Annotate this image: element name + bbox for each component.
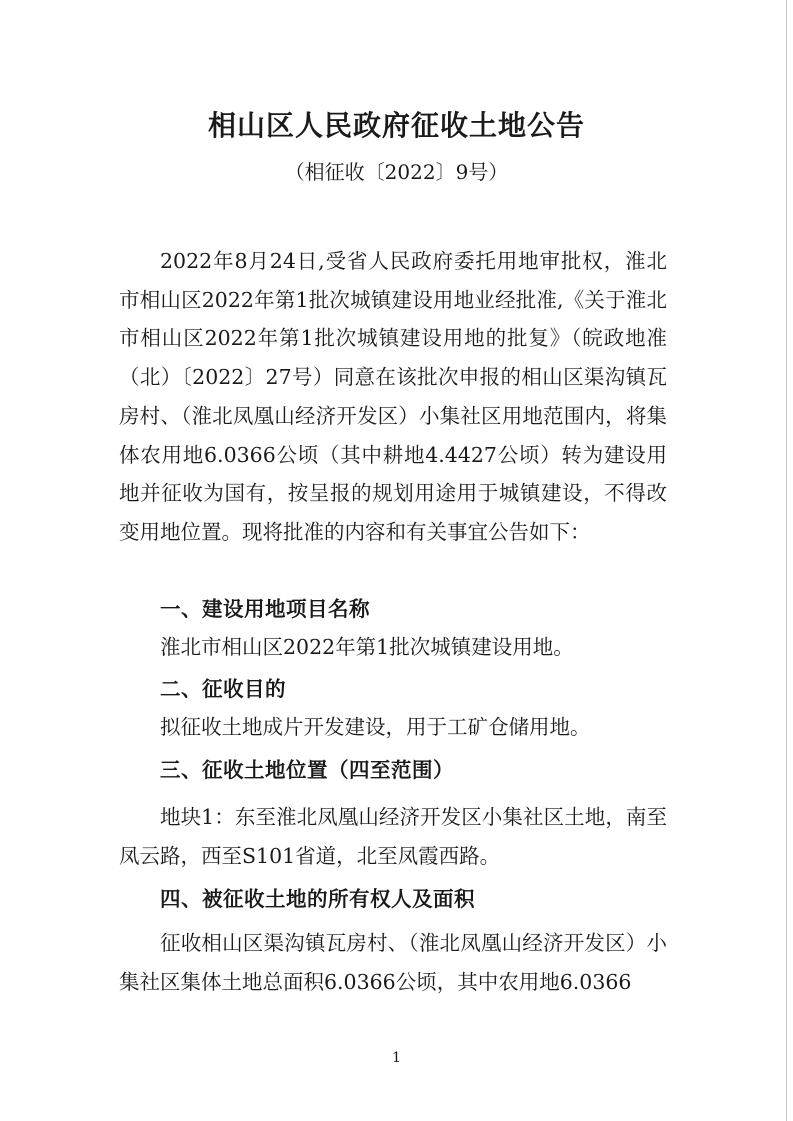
section-text-purpose: 拟征收土地成片开发建设，用于工矿仓储用地。 <box>160 715 591 739</box>
section-text-owner-area: 征收相山区渠沟镇瓦房村、（淮北凤凰山经济开发区）小集社区集体土地总面积6.0366公顷，其中农用地6.0366 <box>119 931 667 994</box>
section-heading-owner-area: 四、被征收土地的所有权人及面积 <box>160 887 475 911</box>
section-heading-location: 三、征收土地位置（四至范围） <box>160 758 454 782</box>
section-text-location: 地块1：东至淮北凤凰山经济开发区小集社区土地，南至凤云路，西至S101省道，北至凤霞西路。 <box>119 805 667 868</box>
scan-edge-line <box>786 0 787 1121</box>
section-text-project-name: 淮北市相山区2022年第1批次城镇建设用地。 <box>160 635 574 659</box>
intro-paragraph: 2022年8月24日,受省人民政府委托用地审批权，淮北市相山区2022年第1批次城镇建设用地业经批准,《关于淮北市相山区2022年第1批次城镇建设用地的批复》（皖政地准（北）〔2022〕27号）同意在该批次申报的相山区渠沟镇瓦房村、（淮北凤凰山经济开发区）小集社区用地范围内，将集体农用地6.0366公顷（其中耕地4.4427公顷）转为建设用地并征收为国有，按呈报的规划用途用于城镇建设，不得改变用地位置。现将批准的内容和有关事宜公告如下： <box>119 249 667 544</box>
section-heading-purpose: 二、征收目的 <box>160 677 286 701</box>
page-number: 1 <box>392 1050 401 1066</box>
document-number: （相征收〔2022〕9号） <box>284 160 509 184</box>
document-title: 相山区人民政府征收土地公告 <box>207 109 585 142</box>
section-heading-project-name: 一、建设用地项目名称 <box>160 597 370 621</box>
